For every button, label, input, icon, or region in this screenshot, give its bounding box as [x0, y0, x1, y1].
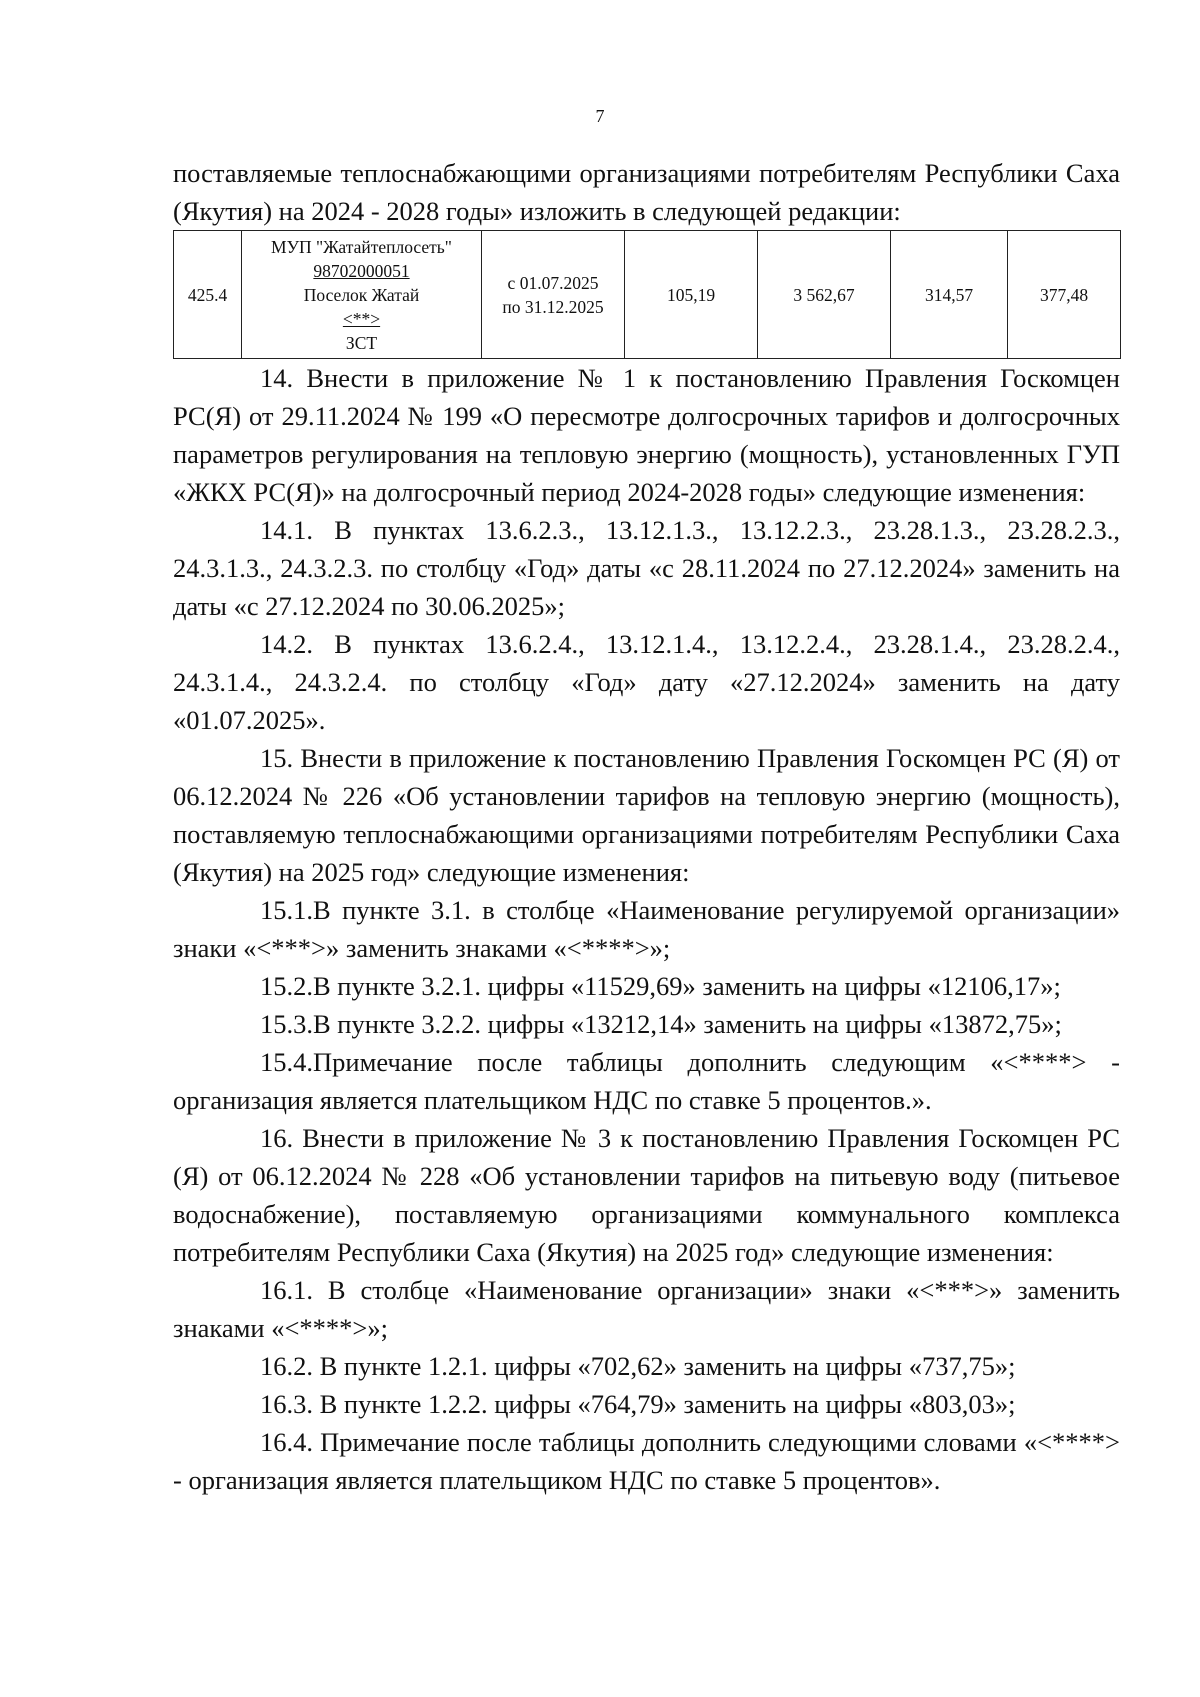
paragraph-14-2: 14.2. В пунктах 13.6.2.4., 13.12.1.4., 13.12.2.4., 23.28.1.4., 23.28.2.4., 24.3.1.4., 24.3.2.4. по столбцу «Год» дату «27.12.2024» заменить на дату «01.07.2025». — [173, 629, 1120, 735]
paragraph-16-1: 16.1. В столбце «Наименование организации» знаки «<***>» заменить знаками «<****>»; — [173, 1275, 1120, 1343]
paragraph-16-4: 16.4. Примечание после таблицы дополнить следующими словами «<****> - организация является плательщиком НДС по ставке 5 процентов». — [173, 1427, 1120, 1495]
value-cell-2: 3 562,67 — [758, 231, 891, 359]
value-cell-3: 314,57 — [891, 231, 1008, 359]
paragraph-14: 14. Внести в приложение № 1 к постановлению Правления Госкомцен РС(Я) от 29.11.2024 № 199 «О пересмотре долгосрочных тарифов и долгосрочных параметров регулирования на тепловую энергию (мощность), установленных ГУП «ЖКХ РС(Я)» на долгосрочный период 2024-2028 годы» следующие изменения: — [173, 363, 1120, 507]
row-number-cell: 425.4 — [174, 231, 242, 359]
paragraph-15-3: 15.3.В пункте 3.2.2. цифры «13212,14» заменить на цифры «13872,75»; — [260, 1009, 1062, 1039]
paragraph-15-2: 15.2.В пункте 3.2.1. цифры «11529,69» заменить на цифры «12106,17»; — [260, 971, 1061, 1001]
value-cell-4: 377,48 — [1008, 231, 1121, 359]
paragraph-15: 15. Внести в приложение к постановлению Правления Госкомцен РС (Я) от 06.12.2024 № 226 «Об установлении тарифов на тепловую энергию (мощность), поставляемую теплоснабжающими организациями потребителям Республики Саха (Якутия) на 2025 год» следующие изменения: — [173, 743, 1120, 887]
intro-paragraph: поставляемые теплоснабжающими организациями потребителям Республики Саха (Якутия) на 2024 - 2028 годы» изложить в следующей редакции: — [173, 158, 1120, 226]
page-number: 7 — [595, 106, 605, 126]
paragraph-15-1: 15.1.В пункте 3.1. в столбце «Наименование регулируемой организации» знаки «<***>» заменить знаками «<****>»; — [173, 895, 1120, 963]
system-code: ЗСТ — [345, 332, 378, 353]
period-from: с 01.07.2025 — [507, 272, 599, 293]
table-row — [174, 231, 1121, 359]
document-body — [173, 154, 1120, 1499]
paragraph-15-4: 15.4.Примечание после таблицы дополнить следующим «<****> - организация является плательщиком НДС по ставке 5 процентов.». — [173, 1047, 1120, 1115]
paragraph-16: 16. Внести в приложение № 3 к постановлению Правления Госкомцен РС (Я) от 06.12.2024 № 228 «Об установлении тарифов на питьевую воду (питьевое водоснабжение), поставляемую организациями коммунального комплекса потребителям Республики Саха (Якутия) на 2025 год» следующие изменения: — [173, 1123, 1120, 1267]
period-to: по 31.12.2025 — [502, 296, 604, 317]
tariff-table — [173, 230, 1121, 359]
organization-name: МУП "Жатайтеплосеть" — [271, 236, 452, 257]
paragraph-16-2: 16.2. В пункте 1.2.1. цифры «702,62» заменить на цифры «737,75»; — [260, 1351, 1016, 1381]
organization-code: 98702000051 — [313, 260, 410, 281]
locality-name: Поселок Жатай — [303, 284, 420, 305]
period-cell — [482, 231, 625, 359]
paragraph-16-3: 16.3. В пункте 1.2.2. цифры «764,79» заменить на цифры «803,03»; — [260, 1389, 1016, 1419]
paragraph-14-1: 14.1. В пунктах 13.6.2.3., 13.12.1.3., 13.12.2.3., 23.28.1.3., 23.28.2.3., 24.3.1.3., 24.3.2.3. по столбцу «Год» даты «с 28.11.2024 по 27.12.2024» заменить на даты «с 27.12.2024 по 30.06.2025»; — [173, 515, 1120, 621]
value-cell-1: 105,19 — [625, 231, 758, 359]
organization-mark: <**> — [342, 308, 381, 329]
organization-cell — [242, 231, 482, 359]
